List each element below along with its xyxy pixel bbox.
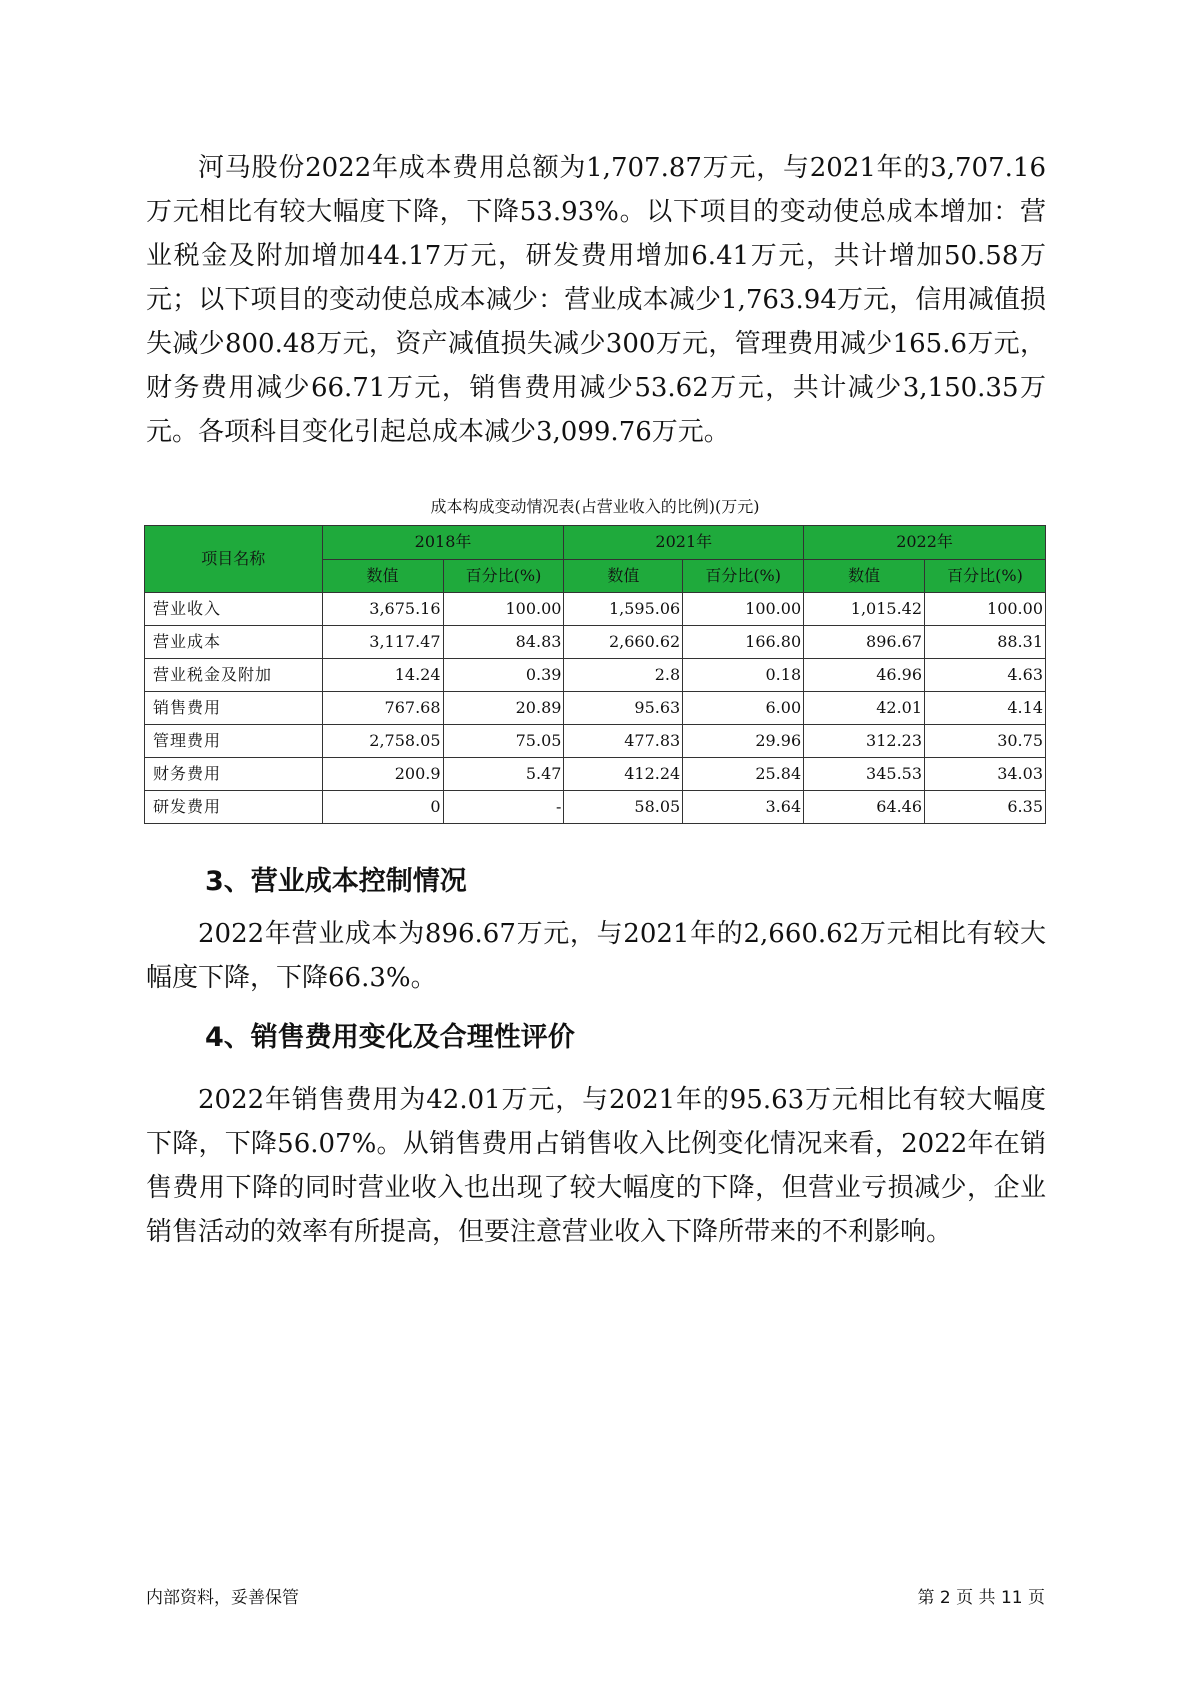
percent-cell: 30.75 — [925, 725, 1046, 758]
value-cell: 200.9 — [322, 758, 443, 791]
percent-cell: 5.47 — [443, 758, 564, 791]
row-label: 营业成本 — [145, 626, 323, 659]
percent-cell: 166.80 — [683, 626, 804, 659]
percent-cell: 0.39 — [443, 659, 564, 692]
section-heading-cost-control: 3、营业成本控制情况 — [205, 866, 467, 897]
table-row — [145, 593, 1046, 626]
table-row — [145, 758, 1046, 791]
percent-cell: 75.05 — [443, 725, 564, 758]
footer-page-number: 第 2 页 共 11 页 — [917, 1588, 1045, 1608]
percent-cell: 100.00 — [925, 593, 1046, 626]
row-label: 销售费用 — [145, 692, 323, 725]
value-cell: 3,675.16 — [322, 593, 443, 626]
value-cell: 3,117.47 — [322, 626, 443, 659]
year-header: 2018年 — [322, 526, 564, 560]
row-label: 管理费用 — [145, 725, 323, 758]
row-label: 营业税金及附加 — [145, 659, 323, 692]
table-caption: 成本构成变动情况表(占营业收入的比例)(万元) — [430, 497, 760, 516]
percent-cell: 20.89 — [443, 692, 564, 725]
table-header-row-years — [145, 526, 1046, 560]
cost-structure-table — [144, 525, 1046, 824]
percent-cell: 100.00 — [683, 593, 804, 626]
percent-cell: 6.00 — [683, 692, 804, 725]
percent-cell: 84.83 — [443, 626, 564, 659]
item-name-header: 项目名称 — [145, 526, 323, 593]
value-cell: 42.01 — [804, 692, 925, 725]
section-heading-sales-expense: 4、销售费用变化及合理性评价 — [205, 1022, 575, 1053]
row-label: 财务费用 — [145, 758, 323, 791]
percent-cell: 4.63 — [925, 659, 1046, 692]
value-cell: 767.68 — [322, 692, 443, 725]
value-cell: 345.53 — [804, 758, 925, 791]
percent-cell: 25.84 — [683, 758, 804, 791]
percent-cell: 3.64 — [683, 791, 804, 824]
percent-header: 百分比(%) — [443, 559, 564, 593]
row-label: 研发费用 — [145, 791, 323, 824]
percent-cell: 100.00 — [443, 593, 564, 626]
footer-confidential-note: 内部资料，妥善保管 — [146, 1588, 299, 1608]
percent-cell: 0.18 — [683, 659, 804, 692]
value-cell: 896.67 — [804, 626, 925, 659]
paragraph-sales-expense: 2022年销售费用为42.01万元，与2021年的95.63万元相比有较大幅度下降，下降56.07%。从销售费用占销售收入比例变化情况来看，2022年在销售费用下降的同时营业收入也出现了较大幅度的下降，但营业亏损减少，企业销售活动的效率有所提高，但要注意营业收入下降所带来的不利影响。 — [146, 1085, 1046, 1247]
value-cell: 14.24 — [322, 659, 443, 692]
value-cell: 64.46 — [804, 791, 925, 824]
table-row — [145, 626, 1046, 659]
percent-cell: - — [443, 791, 564, 824]
value-cell: 1,015.42 — [804, 593, 925, 626]
percent-cell: 4.14 — [925, 692, 1046, 725]
value-cell: 58.05 — [564, 791, 683, 824]
value-cell: 312.23 — [804, 725, 925, 758]
paragraph-cost-summary: 河马股份2022年成本费用总额为1,707.87万元，与2021年的3,707.16万元相比有较大幅度下降，下降53.93%。以下项目的变动使总成本增加：营业税金及附加增加44.17万元，研发费用增加6.41万元，共计增加50.58万元；以下项目的变动使总成本减少：营业成本减少1,763.94万元，信用减值损失减少800.48万元，资产减值损失减少300万元，管理费用减少165.6万元，财务费用减少66.71万元，销售费用减少53.62万元，共计减少3,150.35万元。各项科目变化引起总成本减少3,099.76万元。 — [146, 153, 1046, 447]
value-cell: 477.83 — [564, 725, 683, 758]
paragraph-operating-cost: 2022年营业成本为896.67万元，与2021年的2,660.62万元相比有较大幅度下降，下降66.3%。 — [146, 919, 1046, 993]
value-cell: 95.63 — [564, 692, 683, 725]
table-row — [145, 725, 1046, 758]
table-body — [145, 593, 1046, 824]
value-cell: 2,758.05 — [322, 725, 443, 758]
value-header: 数值 — [564, 559, 683, 593]
table-row — [145, 791, 1046, 824]
value-cell: 1,595.06 — [564, 593, 683, 626]
value-header: 数值 — [804, 559, 925, 593]
value-header: 数值 — [322, 559, 443, 593]
value-cell: 46.96 — [804, 659, 925, 692]
row-label: 营业收入 — [145, 593, 323, 626]
year-header: 2022年 — [804, 526, 1046, 560]
table-row — [145, 692, 1046, 725]
percent-cell: 6.35 — [925, 791, 1046, 824]
value-cell: 0 — [322, 791, 443, 824]
percent-cell: 29.96 — [683, 725, 804, 758]
percent-header: 百分比(%) — [925, 559, 1046, 593]
percent-cell: 88.31 — [925, 626, 1046, 659]
table-row — [145, 659, 1046, 692]
percent-cell: 34.03 — [925, 758, 1046, 791]
value-cell: 412.24 — [564, 758, 683, 791]
percent-header: 百分比(%) — [683, 559, 804, 593]
value-cell: 2.8 — [564, 659, 683, 692]
year-header: 2021年 — [564, 526, 804, 560]
value-cell: 2,660.62 — [564, 626, 683, 659]
